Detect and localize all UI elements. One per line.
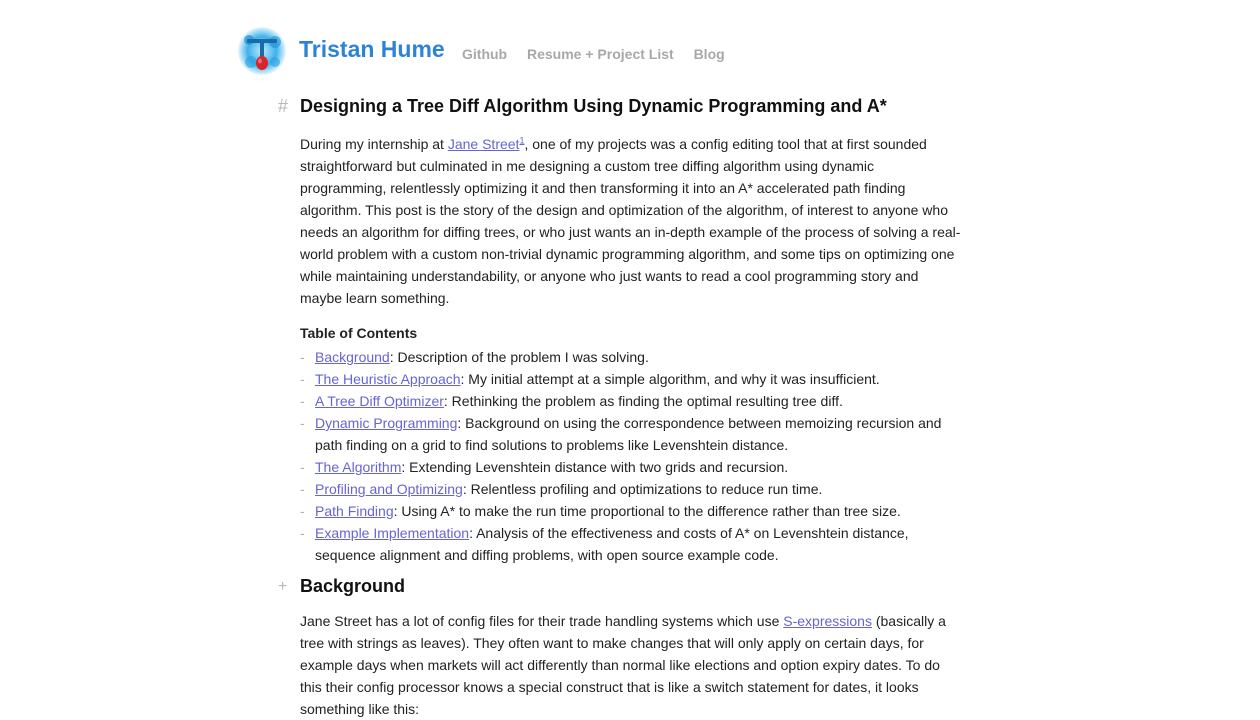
toc-link-tree-diff-optimizer[interactable]: A Tree Diff Optimizer [315, 393, 444, 409]
footnote-1-link[interactable]: 1 [519, 135, 525, 146]
toc-desc: : Extending Levenshtein distance with two grids and recursion. [401, 459, 789, 475]
nav-resume-link[interactable]: Resume + Project List [527, 46, 674, 62]
toc-link-background[interactable]: Background [315, 349, 390, 365]
toc-item [300, 346, 962, 368]
intro-paragraph [300, 133, 962, 309]
post-title-text: Designing a Tree Diff Algorithm Using Dynamic Programming and A* [300, 96, 887, 116]
list-dash: - [300, 459, 305, 475]
expand-plus-icon[interactable]: + [278, 578, 288, 595]
site-logo[interactable] [237, 26, 287, 76]
background-heading [278, 574, 962, 598]
toc-item [300, 522, 962, 566]
background-text-after: (basically a tree with strings as leaves). They often want to make changes that will only apply on certain days, for example days when markets will act differently than normal like elections and option expiry dates. To do this their config processor knows a special construct that is like a switch statement for dates, it looks something like this: [300, 613, 946, 717]
toc-link-profiling-and-optimizing[interactable]: Profiling and Optimizing [315, 481, 463, 497]
toc-desc: : Analysis of the effectiveness and costs of A* on Levenshtein distance, sequence alignment and diffing problems, with open source example code. [315, 525, 909, 563]
toc-desc: : My initial attempt at a simple algorithm, and why it was insufficient. [460, 371, 880, 387]
s-expressions-link[interactable]: S-expressions [783, 613, 872, 629]
toc-link-heuristic-approach[interactable]: The Heuristic Approach [315, 371, 461, 387]
intro-text-after: , one of my projects was a config editing tool that at first sounded straightforward but culminated in me designing a custom tree diffing algorithm using dynamic programming, relentlessly optimizing it and then transforming it into an A* accelerated path finding algorithm. This post is the story of the design and optimization of the algorithm, of interest to anyone who needs an algorithm for diffing trees, or who just wants an in-depth example of the process of solving a real-world problem with a custom non-trivial dynamic programming algorithm, and some tips on optimizing one while maintaining understandability, or anyone who just wants to read a cool programming story and maybe learn something. [300, 136, 961, 306]
list-dash: - [300, 415, 305, 431]
toc-item [300, 412, 962, 456]
background-paragraph [300, 610, 962, 720]
list-dash: - [300, 503, 305, 519]
toc-item [300, 478, 962, 500]
background-text-before: Jane Street has a lot of config files for their trade handling systems which use [300, 613, 784, 629]
toc-item [300, 390, 962, 412]
toc-link-path-finding[interactable]: Path Finding [315, 503, 394, 519]
list-dash: - [300, 393, 305, 409]
list-dash: - [300, 349, 305, 365]
toc-desc: : Description of the problem I was solving. [389, 349, 649, 365]
site-title-link[interactable]: Tristan Hume [299, 36, 445, 62]
table-of-contents [300, 346, 962, 566]
toc-item [300, 500, 962, 522]
toc-desc: : Rethinking the problem as finding the optimal resulting tree diff. [443, 393, 843, 409]
site-header [237, 26, 997, 78]
list-dash: - [300, 371, 305, 387]
toc-item [300, 456, 962, 478]
tree-logo-icon [237, 26, 287, 76]
nav-github-link[interactable]: Github [462, 46, 508, 62]
toc-desc: : Background on using the correspondence between memoizing recursion and path finding on a grid to find solutions to problems like Levenshtein distance. [315, 415, 942, 453]
intro-text-before: During my internship at [300, 136, 448, 152]
post-title [278, 94, 962, 118]
top-nav [462, 46, 741, 62]
anchor-hash-icon[interactable]: # [278, 96, 289, 116]
nav-blog-link[interactable]: Blog [693, 46, 725, 62]
list-dash: - [300, 481, 305, 497]
toc-title: Table of Contents [300, 325, 418, 341]
background-heading-text: Background [300, 576, 406, 596]
post-content [278, 94, 962, 720]
jane-street-link[interactable]: Jane Street [447, 136, 520, 152]
toc-link-dynamic-programming[interactable]: Dynamic Programming [315, 415, 458, 431]
toc-link-the-algorithm[interactable]: The Algorithm [315, 459, 402, 475]
toc-desc: : Relentless profiling and optimizations to reduce run time. [462, 481, 823, 497]
toc-link-example-implementation[interactable]: Example Implementation [315, 525, 470, 541]
toc-desc: : Using A* to make the run time proportional to the difference rather than tree size. [393, 503, 901, 519]
list-dash: - [300, 525, 305, 541]
toc-item [300, 368, 962, 390]
